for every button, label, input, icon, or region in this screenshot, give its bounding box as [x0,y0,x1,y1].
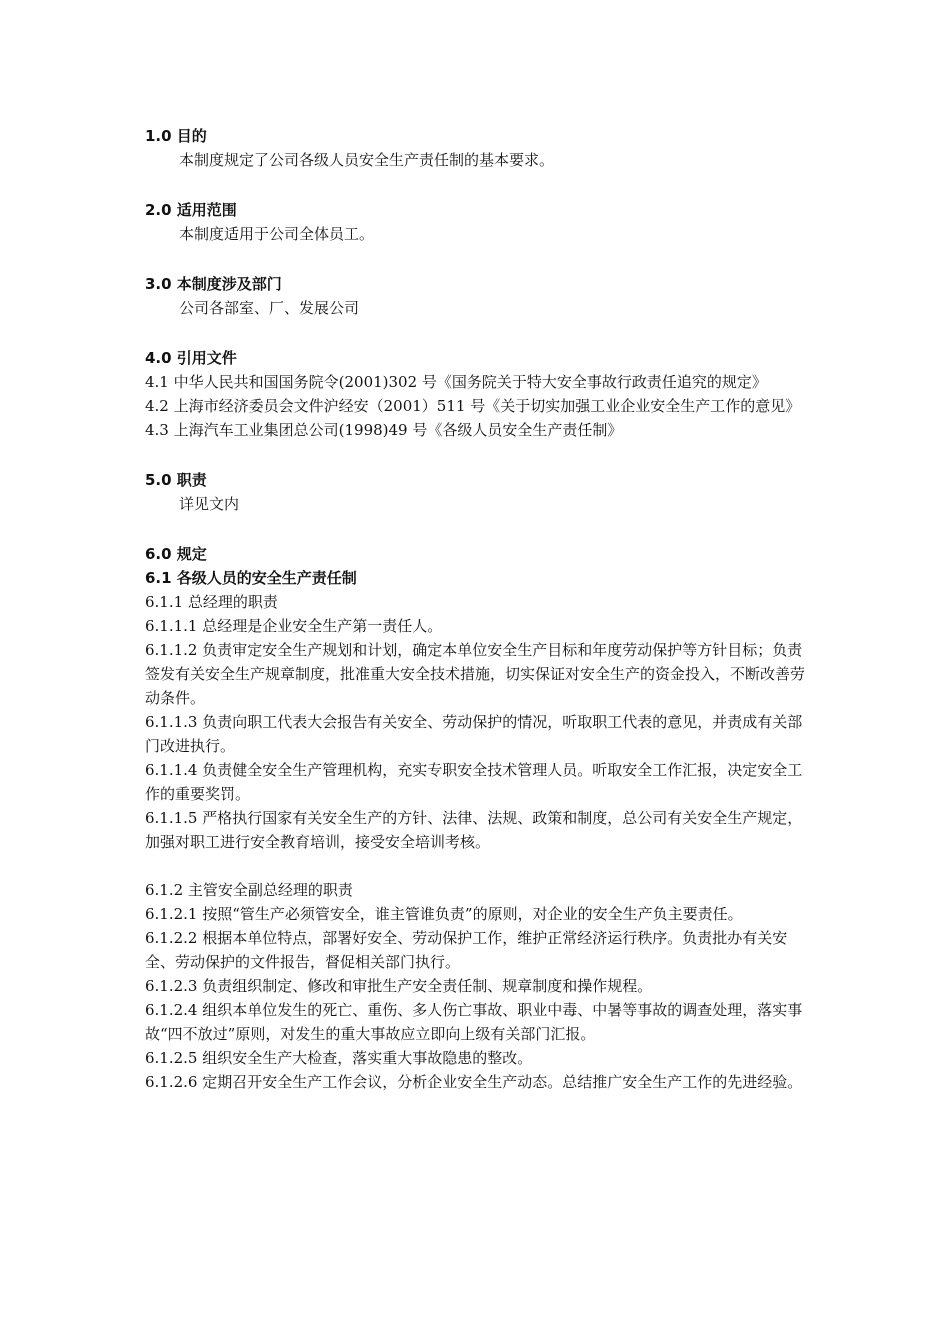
clause-item: 6.1.2.4 组织本单位发生的死亡、重伤、多人伤亡事故、职业中毒、中暑等事故的调查处理，落实事故“四不放过”原则，对发生的重大事故应立即向上级有关部门汇报。 [145,1001,803,1043]
section-5-title: 5.0 职责 [145,471,207,489]
clause-item: 6.1.2.6 定期召开安全生产工作会议，分析企业安全生产动态。总结推广安全生产工作的先进经验。 [145,1073,803,1091]
clause-item: 6.1.1.1 总经理是企业安全生产第一责任人。 [145,617,443,635]
document-page [145,124,815,1094]
clause-item: 6.1.1.3 负责向职工代表大会报告有关安全、劳动保护的情况，听取职工代表的意见，并责成有关部门改进执行。 [145,713,803,755]
section-5-body: 详见文内 [179,495,240,513]
clause-item: 6.1.2 主管安全副总经理的职责 [145,881,353,899]
clause-item: 6.1.1 总经理的职责 [145,593,278,611]
clause-item: 6.1.2.5 组织安全生产大检查，落实重大事故隐患的整改。 [145,1049,533,1067]
clause-item: 6.1.1.4 负责健全安全生产管理机构，充实专职安全技术管理人员。听取安全工作汇报，决定安全工作的重要奖罚。 [145,761,803,803]
reference-item: 4.3 上海汽车工业集团总公司(1998)49 号《各级人员安全生产责任制》 [145,421,623,439]
section-4-title: 4.0 引用文件 [145,349,237,367]
clause-item: 6.1.1.2 负责审定安全生产规划和计划，确定本单位安全生产目标和年度劳动保护等方针目标；负责签发有关安全生产规章制度，批准重大安全技术措施，切实保证对安全生产的资金投入，不断改善劳动条件。 [145,641,806,707]
reference-item: 4.2 上海市经济委员会文件沪经安（2001）511 号《关于切实加强工业企业安全生产工作的意见》 [145,397,801,415]
clause-item: 6.1.2.1 按照“管生产必须管安全，谁主管谁负责”的原则，对企业的安全生产负主要责任。 [145,905,743,923]
clause-item: 6.1.1.5 严格执行国家有关安全生产的方针、法律、法规、政策和制度，总公司有关安全生产规定，加强对职工进行安全教育培训，接受安全培训考核。 [145,809,803,851]
reference-item: 4.1 中华人民共和国国务院令(2001)302 号《国务院关于特大安全事故行政责任追究的规定》 [145,373,767,391]
clause-item: 6.1.2.2 根据本单位特点，部署好安全、劳动保护工作，维护正常经济运行秩序。负责批办有关安全、劳动保护的文件报告，督促相关部门执行。 [145,929,788,971]
section-2-body: 本制度适用于公司全体员工。 [179,225,375,243]
section-6-title: 6.0 规定 [145,545,207,563]
section-1-body: 本制度规定了公司各级人员安全生产责任制的基本要求。 [179,151,555,169]
section-2-title: 2.0 适用范围 [145,201,237,219]
clause-item: 6.1.2.3 负责组织制定、修改和审批生产安全责任制、规章制度和操作规程。 [145,977,653,995]
section-3-title: 3.0 本制度涉及部门 [145,275,282,293]
section-1-title: 1.0 目的 [145,127,207,145]
section-6-1-title: 6.1 各级人员的安全生产责任制 [145,569,357,587]
section-3-body: 公司各部室、厂、发展公司 [179,299,360,317]
